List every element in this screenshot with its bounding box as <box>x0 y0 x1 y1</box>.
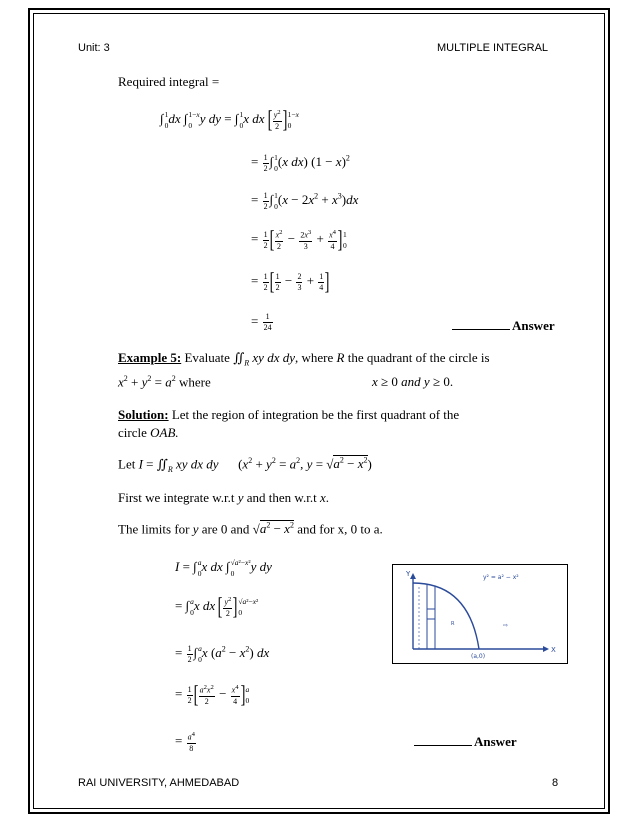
limits-c: and for x, 0 to a. <box>297 521 383 537</box>
curve-equation-label: y² = a² − x² <box>483 574 519 581</box>
step-1-text: First we integrate w.r.t y and then w.r.t x. <box>118 490 329 505</box>
answer-1 <box>452 318 555 334</box>
point-a-label: (a,0) <box>471 653 486 660</box>
equation-line-3: = $\frac{1}{2}$ ∫ 1 0 $(x - 2x^2 + x^3)dx$ <box>251 190 359 211</box>
let-equation: Let $I = ∬_R$ xy dx dy ($x^2 + y^2 = a^2$, $y = √a^2 - x^2$) <box>118 456 372 474</box>
example-5-where: where <box>179 374 211 390</box>
example-5-text-b: , where <box>295 350 334 365</box>
x-axis-label: X <box>551 646 556 654</box>
integral-line-2: = ∫ a 0 x dx [ $\frac{y^2}{2}$ ] √a²−x² 0 <box>175 594 259 620</box>
solution-line-2: circle OAB. <box>118 425 179 440</box>
answer-2 <box>414 734 517 750</box>
header-unit: Unit: 3 <box>78 42 110 54</box>
x-axis-arrow <box>543 646 549 652</box>
solution-label: Solution: <box>118 407 169 422</box>
equation-line-1: ∫ 1 0 dx ∫ 1−x 0 y dy = ∫ 1 0 x dx [ $\frac{y^2}{2}$ ] 1−x 0 <box>160 107 299 133</box>
example-5-text-c: the quadrant of the circle is <box>347 350 490 365</box>
answer-1-label: Answer <box>512 318 555 333</box>
equation-line-5: = $\frac{1}{2}$ [ $\frac{1}{2}$ − $\frac{2}{3}$ + $\frac{1}{4}$ ] <box>251 269 330 295</box>
integral-line-4: = $\frac{1}{2}$ [ $\frac{a^2x^2}{2}$ − $\frac{x^4}{4}$ ] a 0 <box>175 682 250 708</box>
header-title: MULTIPLE INTEGRAL <box>437 42 549 54</box>
limits-text: The limits for y are 0 and $√a^2 - x^2$ and for x, 0 to a. <box>118 521 383 537</box>
example-5-statement: Example 5: Evaluate $∬_R$ xy dx dy, where R the quadrant of the circle is <box>118 350 490 368</box>
integral-line-5: = $\frac{a^4}{8}$ <box>175 731 195 753</box>
example-5-circle-line: $x^2 + y^2 = a^2$ where <box>118 374 211 390</box>
circle-arc <box>413 583 479 649</box>
answer-2-label: Answer <box>474 734 517 749</box>
example-5-condition: x ≥ 0 and y ≥ 0. <box>372 374 454 389</box>
arrow-mark: ⇨ <box>503 622 509 629</box>
equation-line-4: = $\frac{1}{2}$ [ $\frac{x^2}{2}$ − $\frac{2x^3}{3}$ + $\frac{x^4}{4}$ ] 1 0 <box>251 227 347 253</box>
integral-line-3: = $\frac{1}{2}$ ∫ a 0 x $(a^2 - x^2)$ dx <box>175 643 270 664</box>
footer-institution: RAI UNIVERSITY, AHMEDABAD <box>78 777 240 789</box>
strip-element <box>427 609 435 619</box>
y-axis-label: Y <box>406 570 411 578</box>
equation-line-2: = $\frac{1}{2}$ ∫ 1 0 (x dx) $(1 - x)^2$ <box>251 152 350 173</box>
footer-page-number: 8 <box>552 777 559 789</box>
solution-text-1: Let the region of integration be the first quadrant of the <box>171 407 460 422</box>
integral-line-1: I = ∫ a 0 x dx ∫ √a²−x² 0 y dy <box>175 558 272 578</box>
example-5-text-a: Evaluate <box>184 350 230 365</box>
example-5-label: Example 5: <box>118 350 182 365</box>
limits-a: The limits for <box>118 521 190 537</box>
step-1-a: First we integrate w.r.t <box>118 490 235 505</box>
limits-b: are 0 and <box>201 521 250 537</box>
let-text: Let <box>118 456 136 472</box>
region-figure-svg <box>393 565 567 663</box>
y-axis-arrow <box>410 573 416 579</box>
required-integral-text: Required integral = <box>118 74 220 89</box>
step-1-b: and then w.r.t <box>246 490 317 505</box>
solution-line-1 <box>118 407 459 423</box>
solution-text-2: circle <box>118 425 147 440</box>
region-mark: R <box>451 621 455 627</box>
region-figure <box>392 564 568 664</box>
equation-line-6: = $\frac{1}{24}$ <box>251 312 272 332</box>
